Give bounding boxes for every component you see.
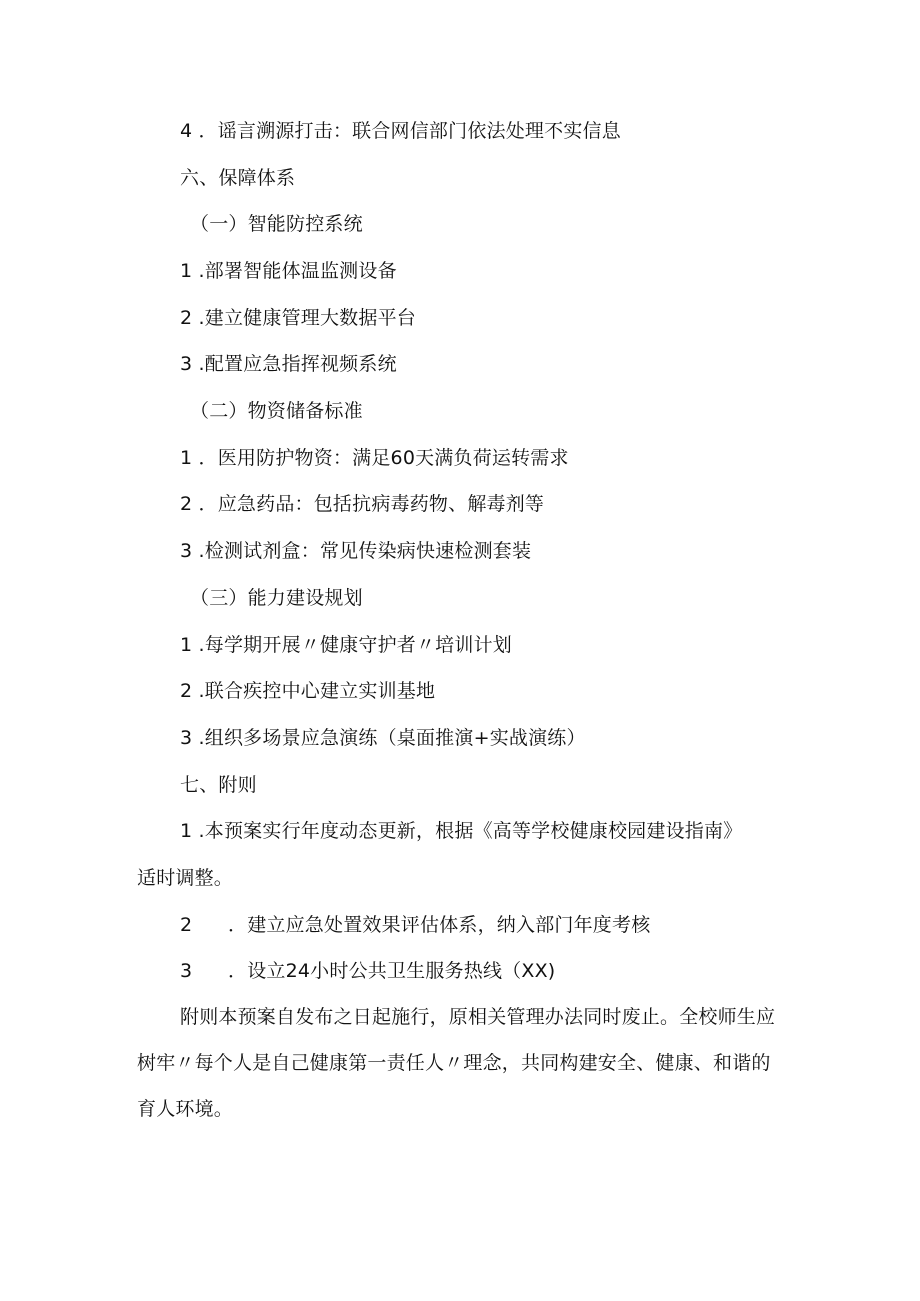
section-heading-support-system: 六、保障体系 <box>180 167 296 189</box>
rumor-tracing-item: 4 ．谣言溯源打击：联合网信部门依法处理不实信息 <box>180 120 621 142</box>
closing-paragraph: 附则本预案自发布之日起施行，原相关管理办法同时废止。全校师生应树牢〃每个人是自己健康第一责任人〃理念，共同构建安全、健康、和谐的育人环境。 <box>137 1006 776 1120</box>
subsection-heading-capacity: （三）能力建设规划 <box>190 587 363 609</box>
list-item: 1 .部署智能体温监测设备 <box>180 260 397 282</box>
list-text: ．设立24小时公共卫生服务热线（XX) <box>228 960 556 982</box>
subsection-heading-smart-prevention: （一）智能防控系统 <box>190 213 363 235</box>
list-item: 3 .组织多场景应急演练（桌面推演+实战演练） <box>180 727 586 749</box>
list-item-continuation: 适时调整。 <box>137 867 234 889</box>
section-heading-supplementary: 七、附则 <box>180 774 257 796</box>
list-item: 3 .配置应急指挥视频系统 <box>180 353 397 375</box>
list-item: 2 .联合疾控中心建立实训基地 <box>180 680 436 702</box>
list-item: 3 .检测试剂盒：常见传染病快速检测套装 <box>180 540 532 562</box>
list-number: 3 <box>180 960 193 982</box>
list-item <box>180 912 651 938</box>
list-text: ．建立应急处置效果评估体系，纳入部门年度考核 <box>228 914 651 936</box>
list-number: 2 <box>180 914 193 936</box>
list-item: 2 ．应急药品：包括抗病毒药物、解毒剂等 <box>180 493 545 515</box>
list-item <box>180 958 556 984</box>
subsection-heading-supplies: （二）物资储备标准 <box>190 400 363 422</box>
list-item: 1 .本预案实行年度动态更新，根据《高等学校健康校园建设指南》 <box>180 820 743 842</box>
list-item: 2 .建立健康管理大数据平台 <box>180 307 416 329</box>
list-item: 1 ．医用防护物资：满足60天满负荷运转需求 <box>180 447 569 469</box>
list-item: 1 .每学期开展〃健康守护者〃培训计划 <box>180 634 512 656</box>
